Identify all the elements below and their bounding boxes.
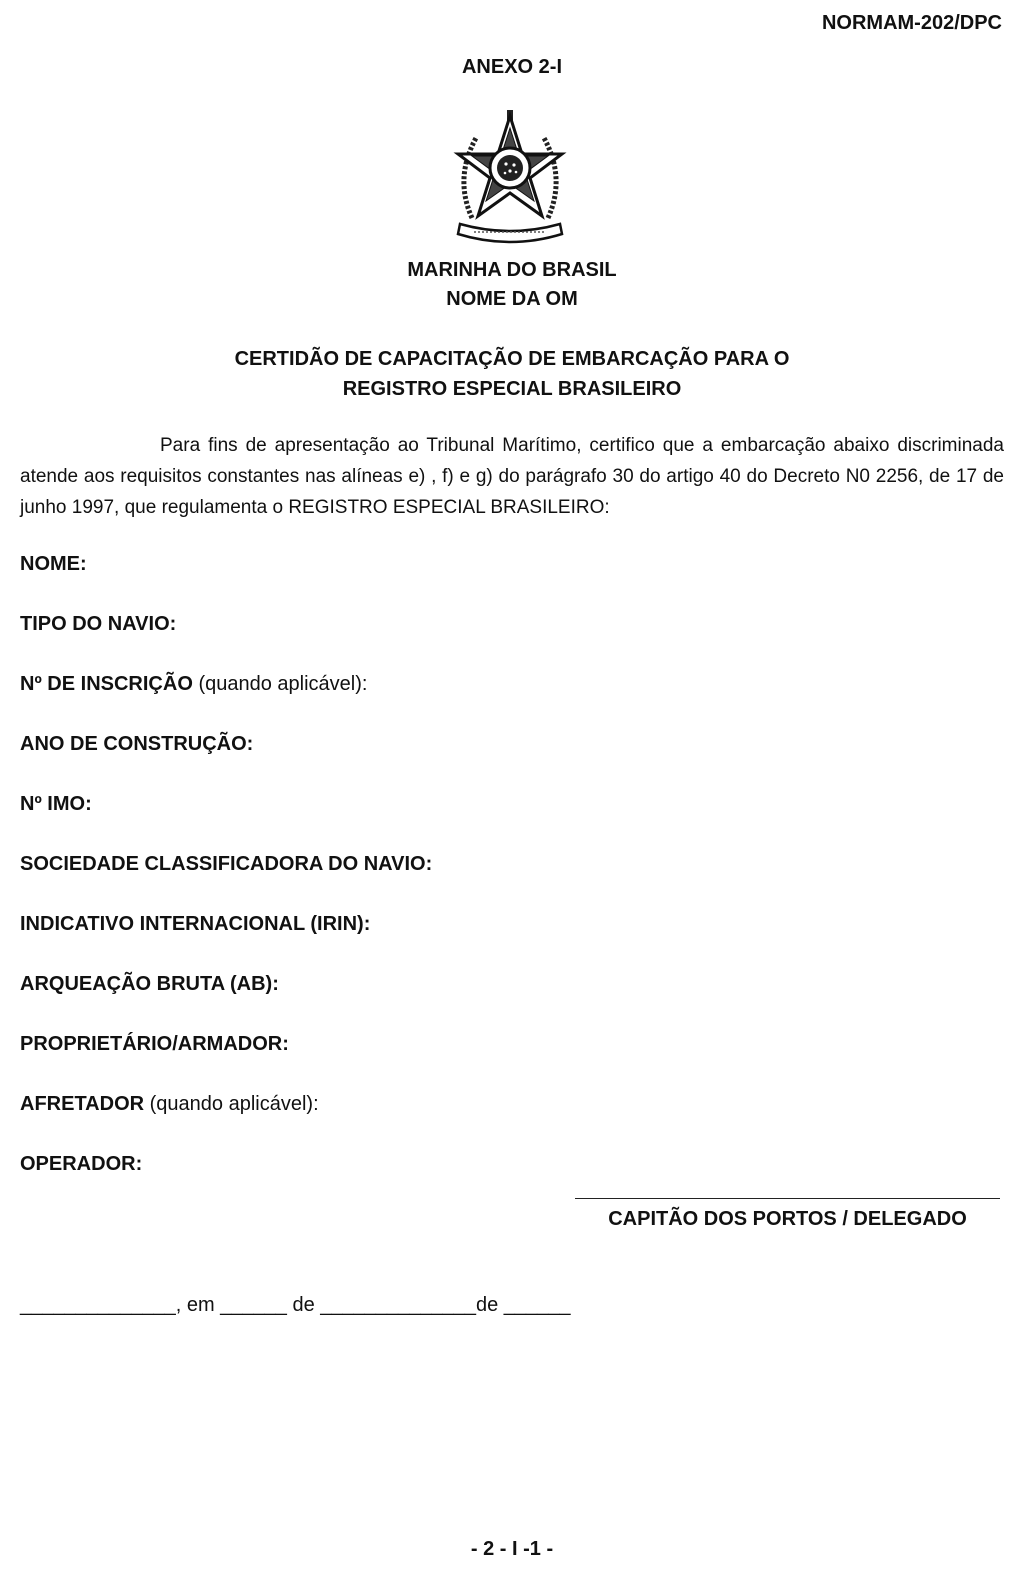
field-label: ARQUEAÇÃO BRUTA (AB): <box>20 973 279 995</box>
field-label: ANO DE CONSTRUÇÃO: <box>20 733 254 755</box>
field-note: (quando aplicável): <box>149 1093 319 1115</box>
certificate-paragraph <box>20 430 1004 523</box>
field-tipo-do-navio <box>20 610 920 670</box>
certificate-title-line-2: REGISTRO ESPECIAL BRASILEIRO <box>342 378 682 400</box>
field-label: INDICATIVO INTERNACIONAL (IRIN): <box>20 913 371 935</box>
field-label: Nº IMO: <box>20 793 92 815</box>
field-ano-de-construcao <box>20 730 920 790</box>
brazil-coat-of-arms-icon <box>450 108 570 252</box>
organization-block <box>0 256 1024 314</box>
field-note: (quando aplicável): <box>198 673 368 695</box>
field-label: PROPRIETÁRIO/ARMADOR: <box>20 1033 289 1055</box>
field-label: Nº DE INSCRIÇÃO <box>20 673 193 695</box>
vessel-fields <box>20 550 920 1210</box>
page-number: - 2 - I -1 - <box>470 1538 554 1560</box>
date-place-line: ______________, em ______ de ______________de ______ <box>20 1294 571 1316</box>
field-inscricao <box>20 670 920 730</box>
om-name: NOME DA OM <box>446 288 578 310</box>
field-indicativo-internacional <box>20 910 920 970</box>
field-afretador <box>20 1090 920 1150</box>
certificate-title <box>0 344 1024 404</box>
field-sociedade-classificadora <box>20 850 920 910</box>
field-proprietario-armador <box>20 1030 920 1090</box>
organization-name: MARINHA DO BRASIL <box>407 259 617 281</box>
field-label: OPERADOR: <box>20 1153 143 1175</box>
field-label: SOCIEDADE CLASSIFICADORA DO NAVIO: <box>20 853 433 875</box>
signature-line <box>575 1198 1000 1199</box>
signature-label: CAPITÃO DOS PORTOS / DELEGADO <box>608 1208 967 1230</box>
field-label: NOME: <box>20 553 87 575</box>
paragraph-text: Para fins de apresentação ao Tribunal Marítimo, certifico que a embarcação abaixo discriminada atende aos requisitos constantes nas alíneas e) , f) e g) do parágrafo 30 do artigo 40 do Decreto N0 2256, de 17 de junho 1997, que regulamenta o REGISTRO ESPECIAL BRASILEIRO: <box>20 435 1004 518</box>
field-imo <box>20 790 920 850</box>
field-label: TIPO DO NAVIO: <box>20 613 177 635</box>
field-arqueacao-bruta <box>20 970 920 1030</box>
field-nome <box>20 550 920 610</box>
certificate-title-line-1: CERTIDÃO DE CAPACITAÇÃO DE EMBARCAÇÃO PARA O <box>234 348 790 370</box>
field-operador <box>20 1150 920 1210</box>
annex-title: ANEXO 2-I <box>461 56 563 78</box>
document-code: NORMAM-202/DPC <box>821 12 1002 34</box>
field-label: AFRETADOR <box>20 1093 145 1115</box>
